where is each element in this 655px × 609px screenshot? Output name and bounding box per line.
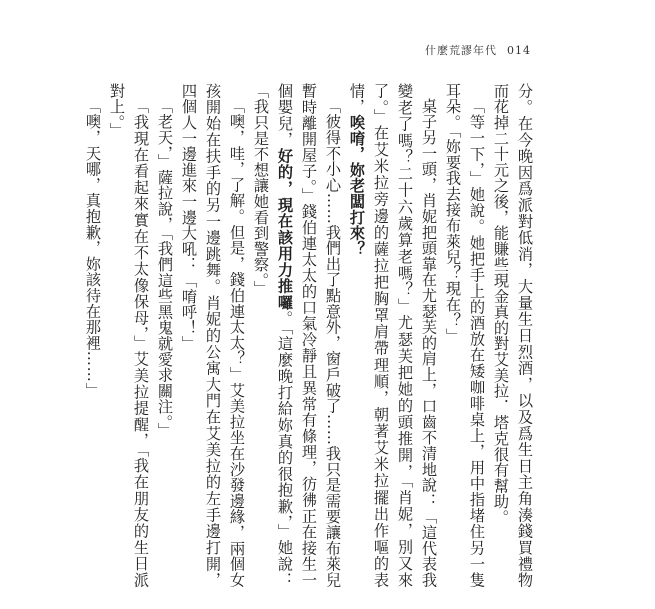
body-text (81, 83, 537, 588)
text-run: 分。在今晚因爲派對低消，大量生日烈酒，以及爲生日主角湊錢買禮物而花掉二十元之後，能賺些現金真的對艾美拉．塔克很有幫助。 (492, 83, 534, 588)
paragraph (345, 83, 441, 588)
text-run: 「噢，天哪，真抱歉，妳該待在那裡……」 (84, 98, 102, 399)
emphasized-text: 好的，現在該用力推囉 (276, 148, 294, 311)
running-header (425, 42, 531, 58)
page-number: 014 (507, 44, 531, 57)
text-run: 桌子另一頭，肖妮把頭靠在尤瑟芙的肩上，口齒不清地說：「這代表我變老了嗎？二十六歲算老嗎？」尤瑟芙把她的頭推開，「肖妮，別又來了。」在艾米拉旁邊的薩拉把胸罩肩帶理順，朝著艾米拉擺出作嘔的表情， (348, 83, 438, 588)
text-run: 。「這麼晚打給妳真的很抱歉，」她說：「我只是不想讓她看到警察。」 (252, 83, 294, 589)
text-run: 「我現在看起來實在不太像保母，」艾美拉提醒，「我在朋友的生日派對上。」 (108, 83, 150, 588)
emphasized-text: 唉唷，妳老闆打來？ (348, 114, 366, 257)
book-title: 什麼荒謬年代 (425, 44, 497, 57)
paragraph (81, 83, 105, 588)
text-run: 「老天，」薩拉說，「我們這些黑鬼就愛求關注。」 (156, 98, 174, 439)
text-run: 「彼得不小心……我們出了點意外，窗戶破了……我只是需要讓布萊兒暫時離開屋子。」錢伯連太太的口氣冷靜且異常有條理，彷彿正在接生一個嬰兒， (276, 83, 342, 588)
paragraph (489, 83, 537, 588)
text-run: 「等一下，」她說。她把手上的酒放在矮咖啡桌上，用中指堵住另一隻耳朵。「妳要我去接布萊兒？現在？」 (444, 83, 486, 588)
paragraph (105, 83, 153, 588)
paragraph (249, 83, 345, 588)
paragraph (177, 83, 249, 588)
paragraph (441, 83, 489, 588)
text-run: 「噢，哇，了解。但是，錢伯連太太？」艾美拉坐在沙發邊緣，兩個女孩開始在扶手的另一邊跳舞。肖妮的公寓大門在艾美拉的左手邊打開，四個人一邊進來一邊大吼：「唷呼！」 (180, 83, 246, 588)
paragraph (153, 83, 177, 588)
